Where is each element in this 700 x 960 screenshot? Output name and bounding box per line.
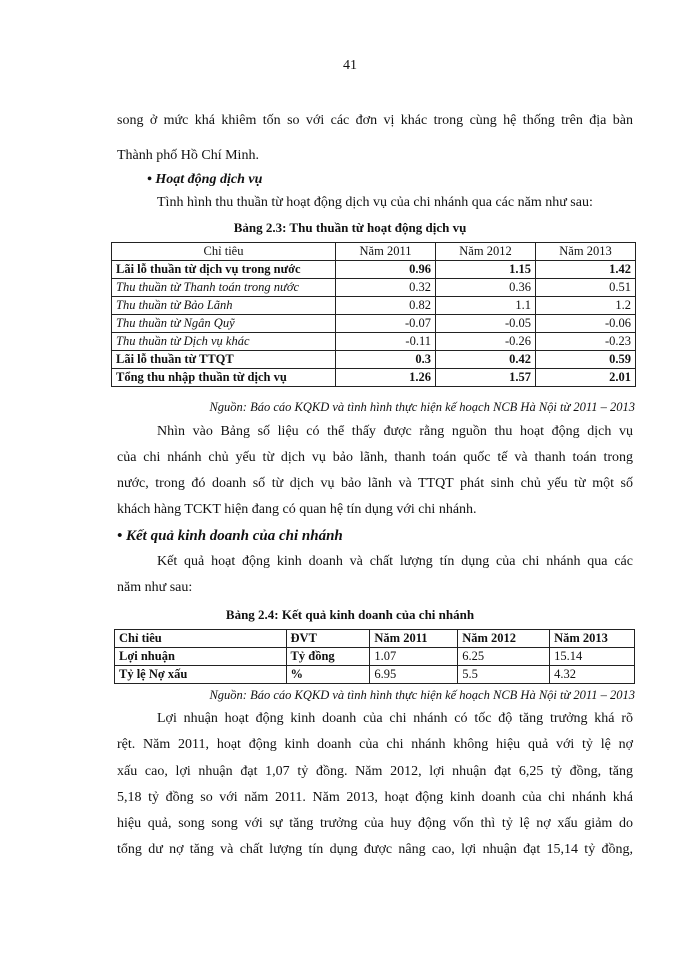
cell-2013: 1.42 bbox=[536, 261, 636, 279]
cell-2013: 1.2 bbox=[536, 297, 636, 315]
table-row bbox=[112, 315, 636, 333]
table2 bbox=[114, 629, 635, 684]
row-label: Lãi lỗ thuần từ dịch vụ trong nước bbox=[112, 261, 336, 279]
cell-2013: 15.14 bbox=[550, 648, 635, 666]
row-label: Thu thuần từ Ngân Quỹ bbox=[112, 315, 336, 333]
table2-header: Chỉ tiêu bbox=[115, 630, 287, 648]
table-row bbox=[112, 369, 636, 387]
cell-2012: 1.57 bbox=[436, 369, 536, 387]
cell-2013: 4.32 bbox=[550, 666, 635, 684]
para2-line-6: tổng dư nợ tăng và chất lượng tín dụng được nâng cao, lợi nhuận đạt 15,14 tỷ đồng, bbox=[117, 842, 633, 857]
cell-2012: 5.5 bbox=[458, 666, 550, 684]
section2-intro-line-2: năm như sau: bbox=[117, 580, 193, 595]
intro-line-1: song ở mức khá khiêm tốn so với các đơn vị khác trong cùng hệ thống trên địa bàn bbox=[117, 113, 633, 128]
cell-2012: 1.1 bbox=[436, 297, 536, 315]
para2-line-1: Lợi nhuận hoạt động kinh doanh của chi nhánh có tốc độ tăng trưởng khá rõ bbox=[157, 711, 633, 726]
cell-2013: 0.51 bbox=[536, 279, 636, 297]
para1-line-4: khách hàng TCKT hiện đang có quan hệ tín dụng với chi nhánh. bbox=[117, 502, 477, 517]
table1-header: Năm 2013 bbox=[536, 243, 636, 261]
row-label: Thu thuần từ Dịch vụ khác bbox=[112, 333, 336, 351]
cell-2011: 0.82 bbox=[336, 297, 436, 315]
bullet-icon: • bbox=[147, 172, 152, 187]
table1-caption: Bảng 2.3: Thu thuần từ hoạt động dịch vụ bbox=[233, 220, 467, 235]
para1-line-3: nước, trong đó doanh số từ dịch vụ bảo lãnh và TTQT phát sinh chủ yếu từ một số bbox=[117, 476, 633, 491]
section2-intro-line-1: Kết quả hoạt động kinh doanh và chất lượng tín dụng của chi nhánh qua các bbox=[157, 554, 633, 569]
cell-2013: 2.01 bbox=[536, 369, 636, 387]
cell-2011: 1.26 bbox=[336, 369, 436, 387]
table-row bbox=[112, 297, 636, 315]
table1-source: Nguồn: Báo cáo KQKD và tình hình thực hiện kế hoạch NCB Hà Nội từ 2011 – 2013 bbox=[209, 400, 635, 414]
row-label: Thu thuần từ Bảo Lãnh bbox=[112, 297, 336, 315]
cell-2013: 0.59 bbox=[536, 351, 636, 369]
para2-line-5: hiệu quả, song song với sự tăng trưởng của huy động vốn thì tỷ lệ nợ xấu giảm do bbox=[117, 816, 633, 831]
table1 bbox=[111, 242, 636, 387]
table2-source: Nguồn: Báo cáo KQKD và tình hình thực hiện kế hoạch NCB Hà Nội từ 2011 – 2013 bbox=[209, 688, 635, 702]
cell-2011: 0.3 bbox=[336, 351, 436, 369]
cell-2011: 6.95 bbox=[370, 666, 458, 684]
para2-line-2: rệt. Năm 2011, hoạt động kinh doanh của chi nhánh không hiệu quả với tỷ lệ nợ bbox=[117, 737, 633, 752]
table2-header: Năm 2011 bbox=[370, 630, 458, 648]
cell-2012: -0.26 bbox=[436, 333, 536, 351]
cell-2013: -0.23 bbox=[536, 333, 636, 351]
intro-line-2: Thành phố Hồ Chí Minh. bbox=[117, 148, 259, 163]
section1-intro: Tình hình thu thuần từ hoạt động dịch vụ của chi nhánh qua các năm như sau: bbox=[157, 195, 593, 210]
section1-heading-text: Hoạt động dịch vụ bbox=[155, 172, 263, 187]
row-label: Tổng thu nhập thuần từ dịch vụ bbox=[112, 369, 336, 387]
section1-heading bbox=[147, 172, 262, 188]
table1-header: Chỉ tiêu bbox=[112, 243, 336, 261]
table2-header-row bbox=[115, 630, 635, 648]
cell-unit: Tỷ đồng bbox=[286, 648, 370, 666]
cell-2011: -0.11 bbox=[336, 333, 436, 351]
table2-header: Năm 2013 bbox=[550, 630, 635, 648]
row-label: Lãi lỗ thuần từ TTQT bbox=[112, 351, 336, 369]
para2-line-4: 5,18 tỷ đồng so với năm 2011. Năm 2013, hoạt động kinh doanh của chi nhánh khá bbox=[117, 790, 633, 805]
table1-header: Năm 2012 bbox=[436, 243, 536, 261]
cell-unit: % bbox=[286, 666, 370, 684]
section2-heading-text: Kết quả kinh doanh của chi nhánh bbox=[126, 528, 343, 544]
table2-caption: Bảng 2.4: Kết quả kinh doanh của chi nhánh bbox=[225, 607, 475, 622]
cell-2011: -0.07 bbox=[336, 315, 436, 333]
table1-header-row bbox=[112, 243, 636, 261]
section2-heading bbox=[117, 528, 343, 545]
table-row bbox=[115, 666, 635, 684]
table-row bbox=[112, 261, 636, 279]
cell-2012: 6.25 bbox=[458, 648, 550, 666]
row-label: Tỷ lệ Nợ xấu bbox=[115, 666, 287, 684]
table-row bbox=[112, 333, 636, 351]
row-label: Thu thuần từ Thanh toán trong nước bbox=[112, 279, 336, 297]
row-label: Lợi nhuận bbox=[115, 648, 287, 666]
table1-header: Năm 2011 bbox=[336, 243, 436, 261]
para1-line-2: của chi nhánh chủ yếu từ dịch vụ bảo lãnh, thanh toán quốc tế và thanh toán trong bbox=[117, 450, 633, 465]
cell-2011: 1.07 bbox=[370, 648, 458, 666]
table-row bbox=[115, 648, 635, 666]
para2-line-3: xấu cao, lợi nhuận đạt 1,07 tỷ đồng. Năm 2012, lợi nhuận đạt 6,25 tỷ đồng, tăng bbox=[117, 764, 633, 779]
para1-line-1: Nhìn vào Bảng số liệu có thể thấy được rằng nguồn thu hoạt động dịch vụ bbox=[157, 424, 633, 439]
cell-2012: 0.42 bbox=[436, 351, 536, 369]
page-number: 41 bbox=[343, 58, 357, 73]
cell-2012: -0.05 bbox=[436, 315, 536, 333]
table-row bbox=[112, 279, 636, 297]
cell-2011: 0.32 bbox=[336, 279, 436, 297]
cell-2013: -0.06 bbox=[536, 315, 636, 333]
table-row bbox=[112, 351, 636, 369]
cell-2012: 1.15 bbox=[436, 261, 536, 279]
table2-header: ĐVT bbox=[286, 630, 370, 648]
table2-header: Năm 2012 bbox=[458, 630, 550, 648]
bullet-icon: • bbox=[117, 528, 123, 544]
cell-2012: 0.36 bbox=[436, 279, 536, 297]
cell-2011: 0.96 bbox=[336, 261, 436, 279]
